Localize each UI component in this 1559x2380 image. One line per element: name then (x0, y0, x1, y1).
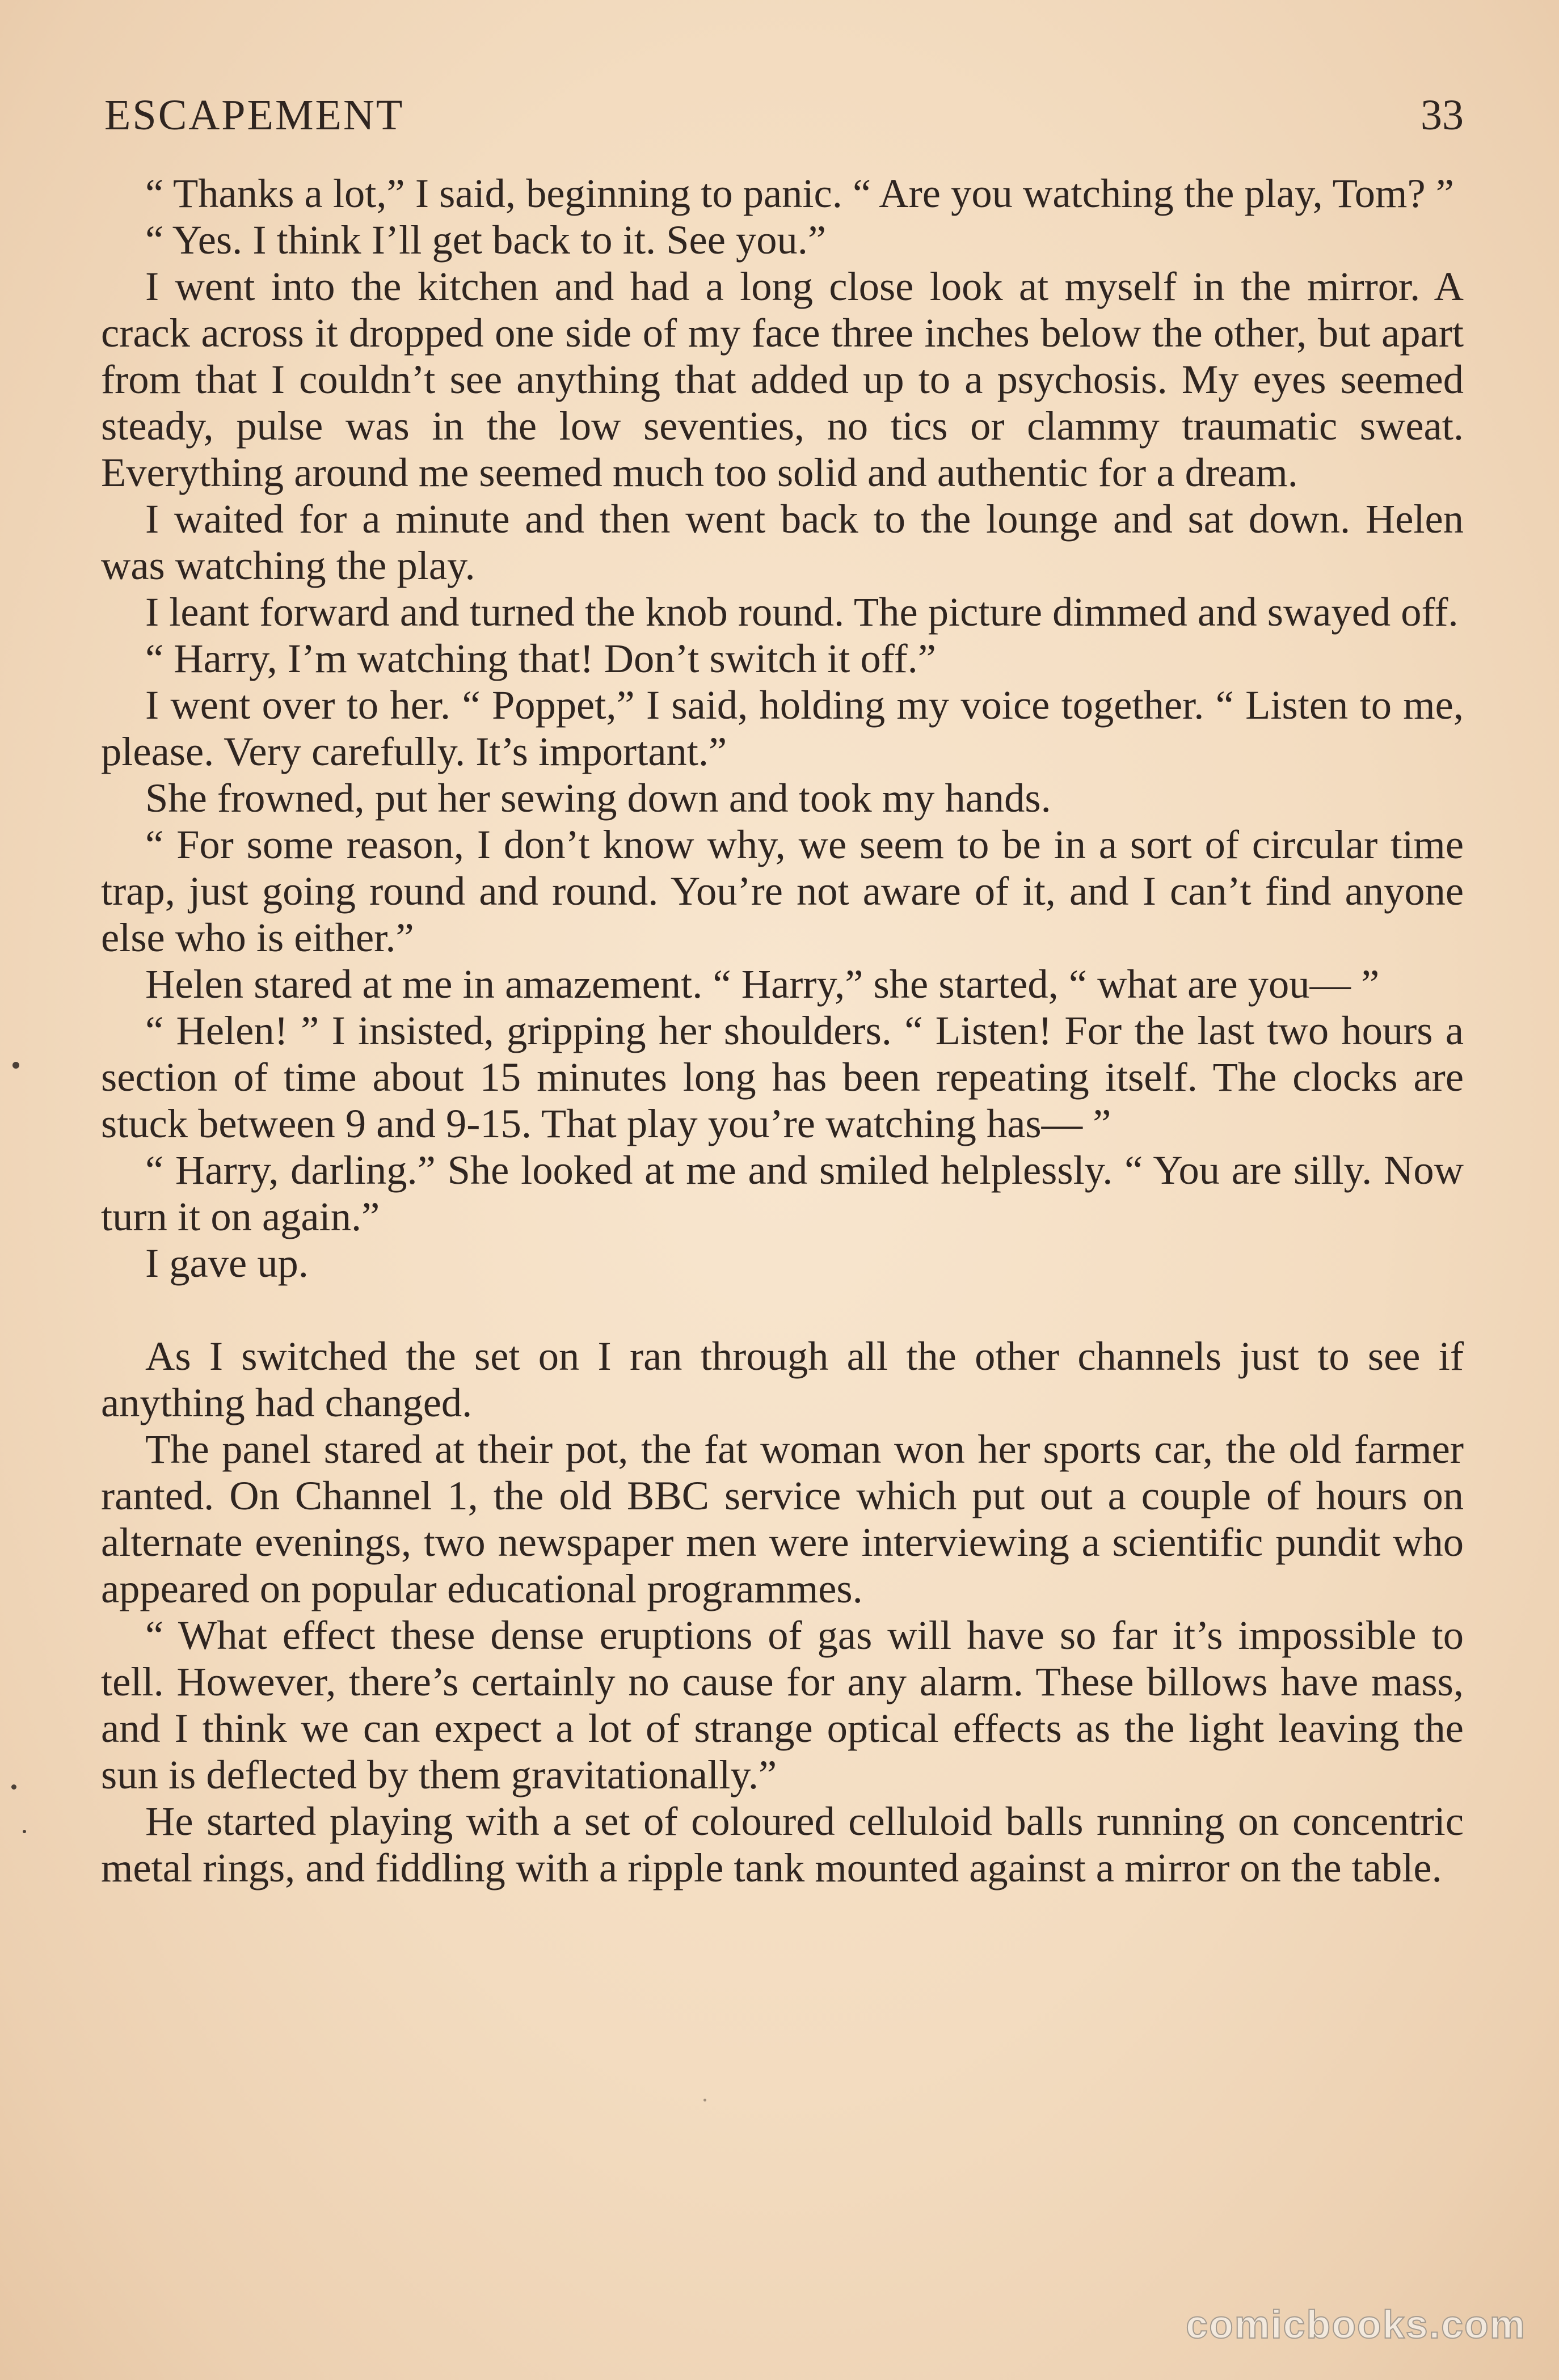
paragraph: I went into the kitchen and had a long close look at myself in the mirror. A crack across it dropped one side of my face three inches below the other, but apart from that I couldn’t see anything that added up to a psychosis. My eyes seemed steady, pulse was in the low seventies, no tics or clammy traumatic sweat. Everything around me seemed much too solid and authentic for a dream. (101, 263, 1464, 495)
paragraph: I leant forward and turned the knob round. The picture dimmed and swayed off. (145, 589, 1459, 635)
paragraph: The panel stared at their pot, the fat woman won her sports car, the old farmer ranted. On Channel 1, the old BBC service which put out a couple of hours on alternate evenings, two newspaper men were interviewing a scientific pundit who appeared on popular educational programmes. (101, 1426, 1464, 1611)
paragraph: “ Thanks a lot,” I said, beginning to panic. “ Are you watching the play, Tom? ” (145, 170, 1454, 216)
paragraph: “ Harry, I’m watching that! Don’t switch it off.” (145, 635, 936, 681)
paragraph: She frowned, put her sewing down and took my hands. (145, 775, 1051, 821)
paragraph: “ Helen! ” I insisted, gripping her shoulders. “ Listen! For the last two hours a section of time about 15 minutes long has been repeating itself. The clocks are stuck between 9 and 9-15. That play you’re watching has— ” (101, 1007, 1464, 1146)
paragraph: I went over to her. “ Poppet,” I said, holding my voice together. “ Listen to me, please. Very carefully. It’s important.” (101, 682, 1464, 774)
page-number: 33 (1421, 91, 1464, 139)
paper-speck (23, 1830, 26, 1833)
paragraph: I gave up. (145, 1240, 309, 1286)
watermark: comicbooks.com (1186, 2302, 1526, 2347)
running-head: ESCAPEMENT (104, 91, 405, 139)
body-text (101, 170, 1464, 1891)
paragraph: He started playing with a set of coloured celluloid balls running on concentric metal rings, and fiddling with a ripple tank mounted against a mirror on the table. (101, 1798, 1464, 1891)
paragraph: “ What effect these dense eruptions of gas will have so far it’s impossible to tell. However, there’s certainly no cause for any alarm. These billows have mass, and I think we can expect a lot of strange optical effects as the light leaving the sun is deflected by them gravitationally.” (101, 1612, 1464, 1797)
paragraph: I waited for a minute and then went back to the lounge and sat down. Helen was watching the play. (101, 496, 1464, 588)
paragraph: “ Harry, darling.” She looked at me and smiled helplessly. “ You are silly. Now turn it on again.” (101, 1147, 1464, 1239)
paragraph: As I switched the set on I ran through all the other channels just to see if anything had changed. (101, 1333, 1464, 1425)
paragraph: “ Yes. I think I’ll get back to it. See you.” (145, 217, 827, 263)
paper-speck (12, 1062, 19, 1069)
page-header (104, 84, 1464, 146)
paragraph: Helen stared at me in amazement. “ Harry,” she started, “ what are you— ” (145, 961, 1380, 1007)
paper-speck (11, 1784, 16, 1790)
paragraph: “ For some reason, I don’t know why, we seem to be in a sort of circular time trap, just going round and round. You’re not aware of it, and I can’t find anyone else who is either.” (101, 821, 1464, 960)
paper-speck (703, 2099, 706, 2102)
